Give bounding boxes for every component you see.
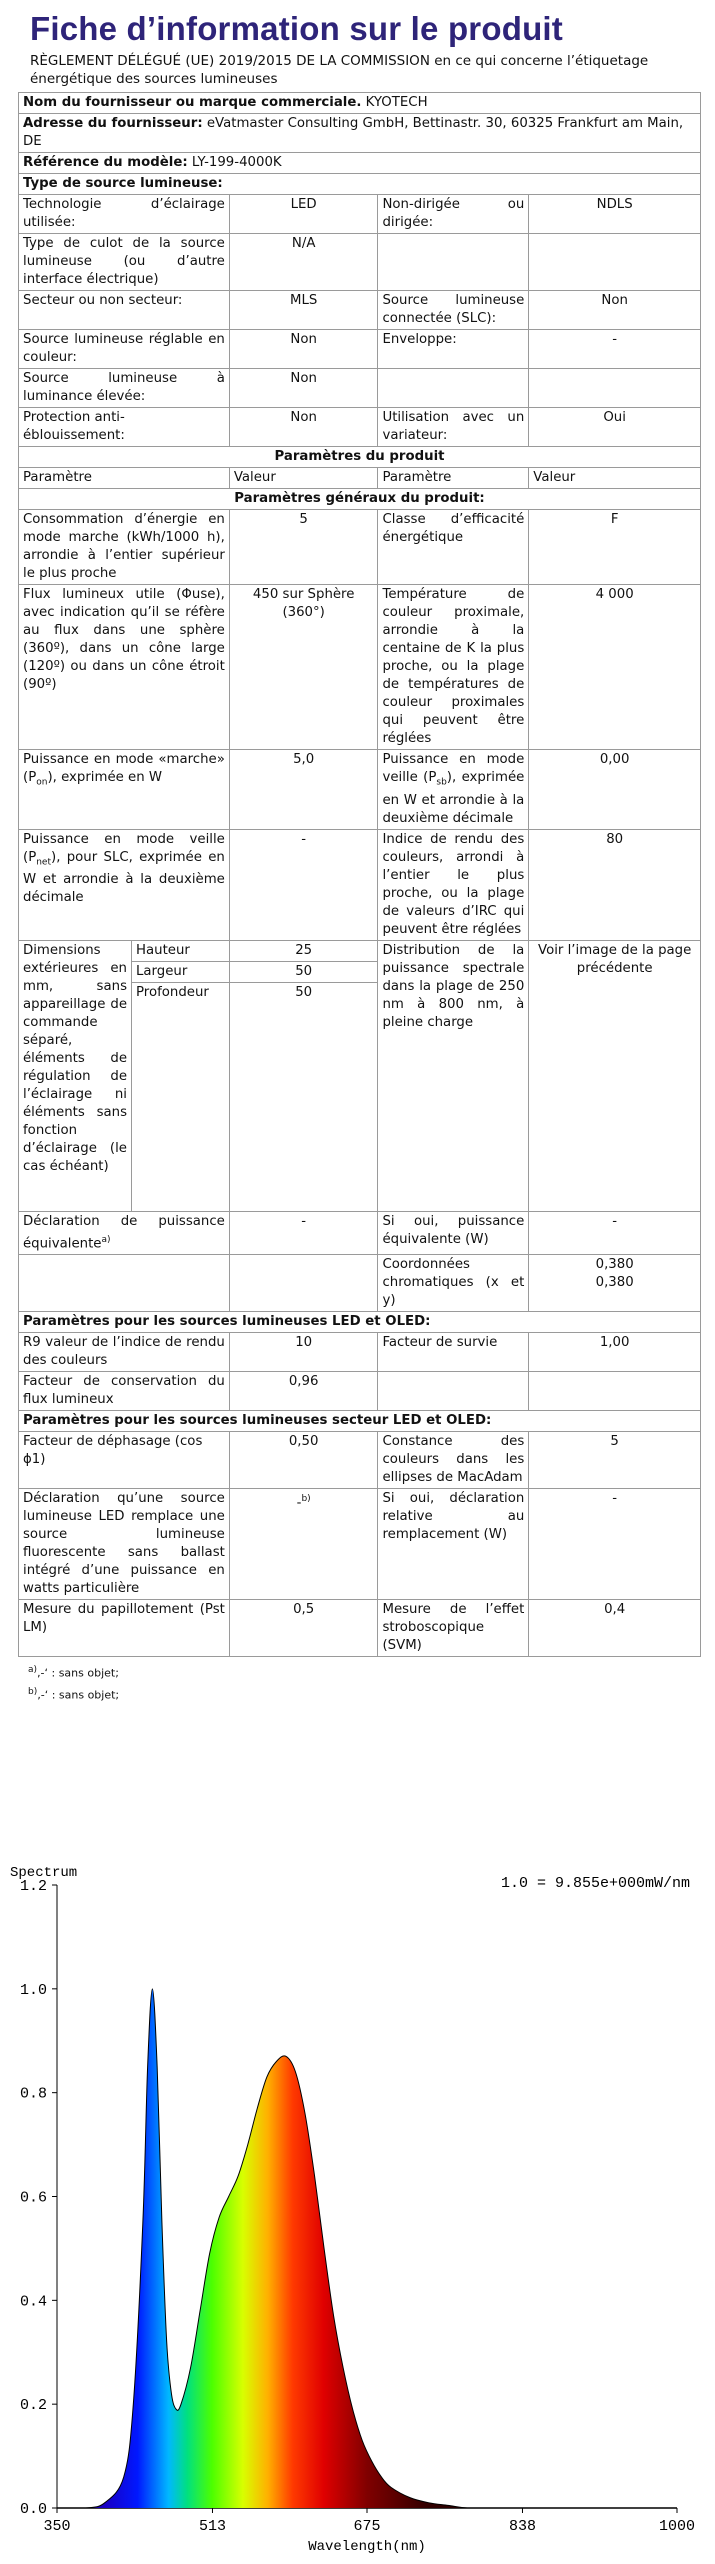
svm-label: Mesure de l’effet stroboscopique (SVM) xyxy=(378,1600,529,1657)
type-cell: Technologie d’éclairage utilisée: xyxy=(19,195,230,234)
type-cell: Source lumineuse à luminance élevée: xyxy=(19,369,230,408)
flux-label: Flux lumineux utile (Φuse), avec indication qu’il se réfère au flux dans une sphère (360º), dans un cône large (120º) ou dans un cône étroit (90º) xyxy=(19,585,230,750)
mains-section-heading: Paramètres pour les sources lumineuses secteur LED et OLED: xyxy=(19,1411,701,1432)
equiv-value: - xyxy=(229,1211,378,1254)
replace-value: -$^{b)}$ xyxy=(229,1489,378,1600)
address-value: eVatmaster Consulting GmbH, Bettinastr. 30, 60325 Frankfurt am Main, DE xyxy=(23,116,684,149)
type-cell: Secteur ou non secteur: xyxy=(19,291,230,330)
type-cell xyxy=(378,234,529,291)
led-cell: Facteur de survie xyxy=(378,1333,529,1372)
type-cell: Oui xyxy=(529,408,701,447)
spectrum-chart xyxy=(0,1860,715,2560)
chroma-value: 0,380 0,380 xyxy=(529,1255,701,1312)
dim-name: Profondeur xyxy=(136,984,209,1000)
spd-value: Voir l’image de la page précédente xyxy=(529,940,701,1211)
cct-label: Température de couleur proximale, arrondie à la centaine de K la plus proche, ou la plage de températures de couleur proximales qui peuvent être réglées xyxy=(378,585,529,750)
flicker-label: Mesure du papillotement (Pst LM) xyxy=(19,1600,230,1657)
flux-value: 450 sur Sphère (360°) xyxy=(229,585,378,750)
dim-name: Largeur xyxy=(132,961,229,982)
consumption-label: Consommation d’énergie en mode marche (kWh/1000 h), arrondie à l’entier supérieur le plus proche xyxy=(19,510,230,585)
dims-label: Dimensions extérieures en mm, sans appareillage de commande séparé, éléments de régulation de l’éclairage ni éléments sans fonction d’éclairage (le cas échéant) xyxy=(19,941,132,1211)
flicker-value: 0,5 xyxy=(229,1600,378,1657)
y-axis-title: Spectrum xyxy=(10,1865,78,1881)
product-info-table xyxy=(18,92,701,1657)
macadam-value: 5 xyxy=(529,1432,701,1489)
model-label: Référence du modèle: xyxy=(23,155,188,170)
y-tick-label: 0.4 xyxy=(19,2293,47,2311)
page-title: Fiche d’information sur le produit xyxy=(30,10,563,47)
chroma-label: Coordonnées chromatiques (x et y) xyxy=(378,1255,529,1312)
product-sheet xyxy=(18,0,700,1704)
led-cell: Facteur de conservation du flux lumineux xyxy=(19,1372,230,1411)
svm-value: 0,4 xyxy=(529,1600,701,1657)
y-tick-label: 0.0 xyxy=(19,2501,47,2518)
address-label: Adresse du fournisseur: xyxy=(23,116,203,131)
spd-label: Distribution de la puissance spectrale dans la plage de 250 nm à 800 nm, à pleine charge xyxy=(378,940,529,1211)
y-tick-label: 1.2 xyxy=(19,1878,47,1895)
cri-label: Indice de rendu des couleurs, arrondi à l’entier le plus proche, ou la plage de valeurs d’IRC qui peuvent être réglées xyxy=(378,829,529,940)
led-section-heading: Paramètres pour les sources lumineuses LED et OLED: xyxy=(19,1312,701,1333)
param-head: Valeur xyxy=(229,468,378,489)
type-cell: Utilisation avec un variateur: xyxy=(378,408,529,447)
dimensions-table xyxy=(19,941,229,1211)
type-cell: Non xyxy=(529,291,701,330)
type-cell: N/A xyxy=(229,234,378,291)
psb-label: Puissance en mode veille $(P_{sb})$, exprimée en W et arrondie à la deuxième décimale xyxy=(378,750,529,830)
param-head: Paramètre xyxy=(19,468,230,489)
param-head: Paramètre xyxy=(378,468,529,489)
type-cell xyxy=(529,234,701,291)
scale-note: 1.0 = 9.855e+000mW/nm xyxy=(500,1875,690,1892)
spectrum-svg xyxy=(0,1860,715,2560)
type-cell: Enveloppe: xyxy=(378,330,529,369)
dim-name: Hauteur xyxy=(132,941,229,962)
type-cell: LED xyxy=(229,195,378,234)
type-cell xyxy=(529,369,701,408)
type-cell: Type de culot de la source lumineuse (ou d’autre interface électrique) xyxy=(19,234,230,291)
replace-w-value: - xyxy=(529,1489,701,1600)
pon-label: Puissance en mode «marche» $(P_{on})$, exprimée en W xyxy=(19,750,230,830)
dim-value: 50 xyxy=(230,962,378,983)
x-tick-label: 675 xyxy=(353,2518,381,2535)
cct-value: 4 000 xyxy=(529,585,701,750)
footnote: $^{b)}$‚-‘ : sans objet; xyxy=(28,1686,120,1702)
type-cell: - xyxy=(529,330,701,369)
x-tick-label: 1000 xyxy=(658,2518,696,2535)
type-cell: Source lumineuse connectée (SLC): xyxy=(378,291,529,330)
led-cell xyxy=(529,1372,701,1411)
y-tick-label: 0.8 xyxy=(19,2085,47,2103)
x-axis-title: Wavelength(nm) xyxy=(308,2539,426,2555)
dim-value: 50 xyxy=(295,984,313,1000)
replace-label: Déclaration qu’une source lumineuse LED remplace une source lumineuse fluorescente sans ballast intégré d’une puissance en watts particulière xyxy=(19,1489,230,1600)
pnet-label: Puissance en mode veille $(P_{net})$, pour SLC, exprimée en W et arrondie à la deuxième décimale xyxy=(19,829,230,940)
type-cell: Source lumineuse réglable en couleur: xyxy=(19,330,230,369)
macadam-label: Constance des couleurs dans les ellipses de MacAdam xyxy=(378,1432,529,1489)
led-cell: 1,00 xyxy=(529,1333,701,1372)
cri-value: 80 xyxy=(529,829,701,940)
supplier-label: Nom du fournisseur ou marque commerciale. xyxy=(23,95,362,110)
param-head: Valeur xyxy=(529,468,701,489)
footnotes xyxy=(28,1661,700,1704)
psb-value: 0,00 xyxy=(529,750,701,830)
consumption-value: 5 xyxy=(229,510,378,585)
energy-class-value: F xyxy=(529,510,701,585)
type-cell: Non-dirigée ou dirigée: xyxy=(378,195,529,234)
equiv-power-label: Si oui, puissance équivalente (W) xyxy=(378,1211,529,1254)
type-cell: MLS xyxy=(229,291,378,330)
phase-label: Facteur de déphasage (cos ϕ1) xyxy=(19,1432,230,1489)
pon-value: 5,0 xyxy=(229,750,378,830)
spectrum-area xyxy=(57,1989,677,2508)
pnet-value: - xyxy=(229,829,378,940)
general-section-heading: Paramètres généraux du produit: xyxy=(19,489,701,510)
type-cell: NDLS xyxy=(529,195,701,234)
equiv-power-value: - xyxy=(529,1211,701,1254)
energy-class-label: Classe d’efficacité énergétique xyxy=(378,510,529,585)
x-tick-label: 513 xyxy=(198,2518,226,2535)
type-cell: Protection anti-éblouissement: xyxy=(19,408,230,447)
type-cell: Non xyxy=(229,369,378,408)
led-cell: 10 xyxy=(229,1333,378,1372)
led-cell: 0,96 xyxy=(229,1372,378,1411)
regulation-text: RÈGLEMENT DÉLÉGUÉ (UE) 2019/2015 DE LA COMMISSION en ce qui concerne l’étiquetage énergétique des sources lumineuses xyxy=(30,53,649,87)
params-section-heading: Paramètres du produit xyxy=(19,447,701,468)
type-cell xyxy=(378,369,529,408)
type-cell: Non xyxy=(229,408,378,447)
x-tick-label: 838 xyxy=(508,2518,536,2535)
equiv-label: Déclaration de puissance équivalente$^{a)}$ xyxy=(19,1211,230,1254)
phase-value: 0,50 xyxy=(229,1432,378,1489)
led-cell xyxy=(378,1372,529,1411)
type-section-heading: Type de source lumineuse: xyxy=(19,174,701,195)
y-tick-label: 0.6 xyxy=(19,2189,47,2207)
x-tick-label: 350 xyxy=(43,2518,71,2535)
replace-w-label: Si oui, déclaration relative au remplacement (W) xyxy=(378,1489,529,1600)
y-tick-label: 1.0 xyxy=(19,1981,47,1999)
type-cell: Non xyxy=(229,330,378,369)
dim-value: 25 xyxy=(230,941,378,962)
supplier-value: KYOTECH xyxy=(365,95,428,110)
y-tick-label: 0.2 xyxy=(19,2397,47,2415)
footnote: $^{a)}$‚-‘ : sans objet; xyxy=(28,1665,119,1680)
led-cell: R9 valeur de l’indice de rendu des couleurs xyxy=(19,1333,230,1372)
model-value: LY-199-4000K xyxy=(191,155,282,170)
